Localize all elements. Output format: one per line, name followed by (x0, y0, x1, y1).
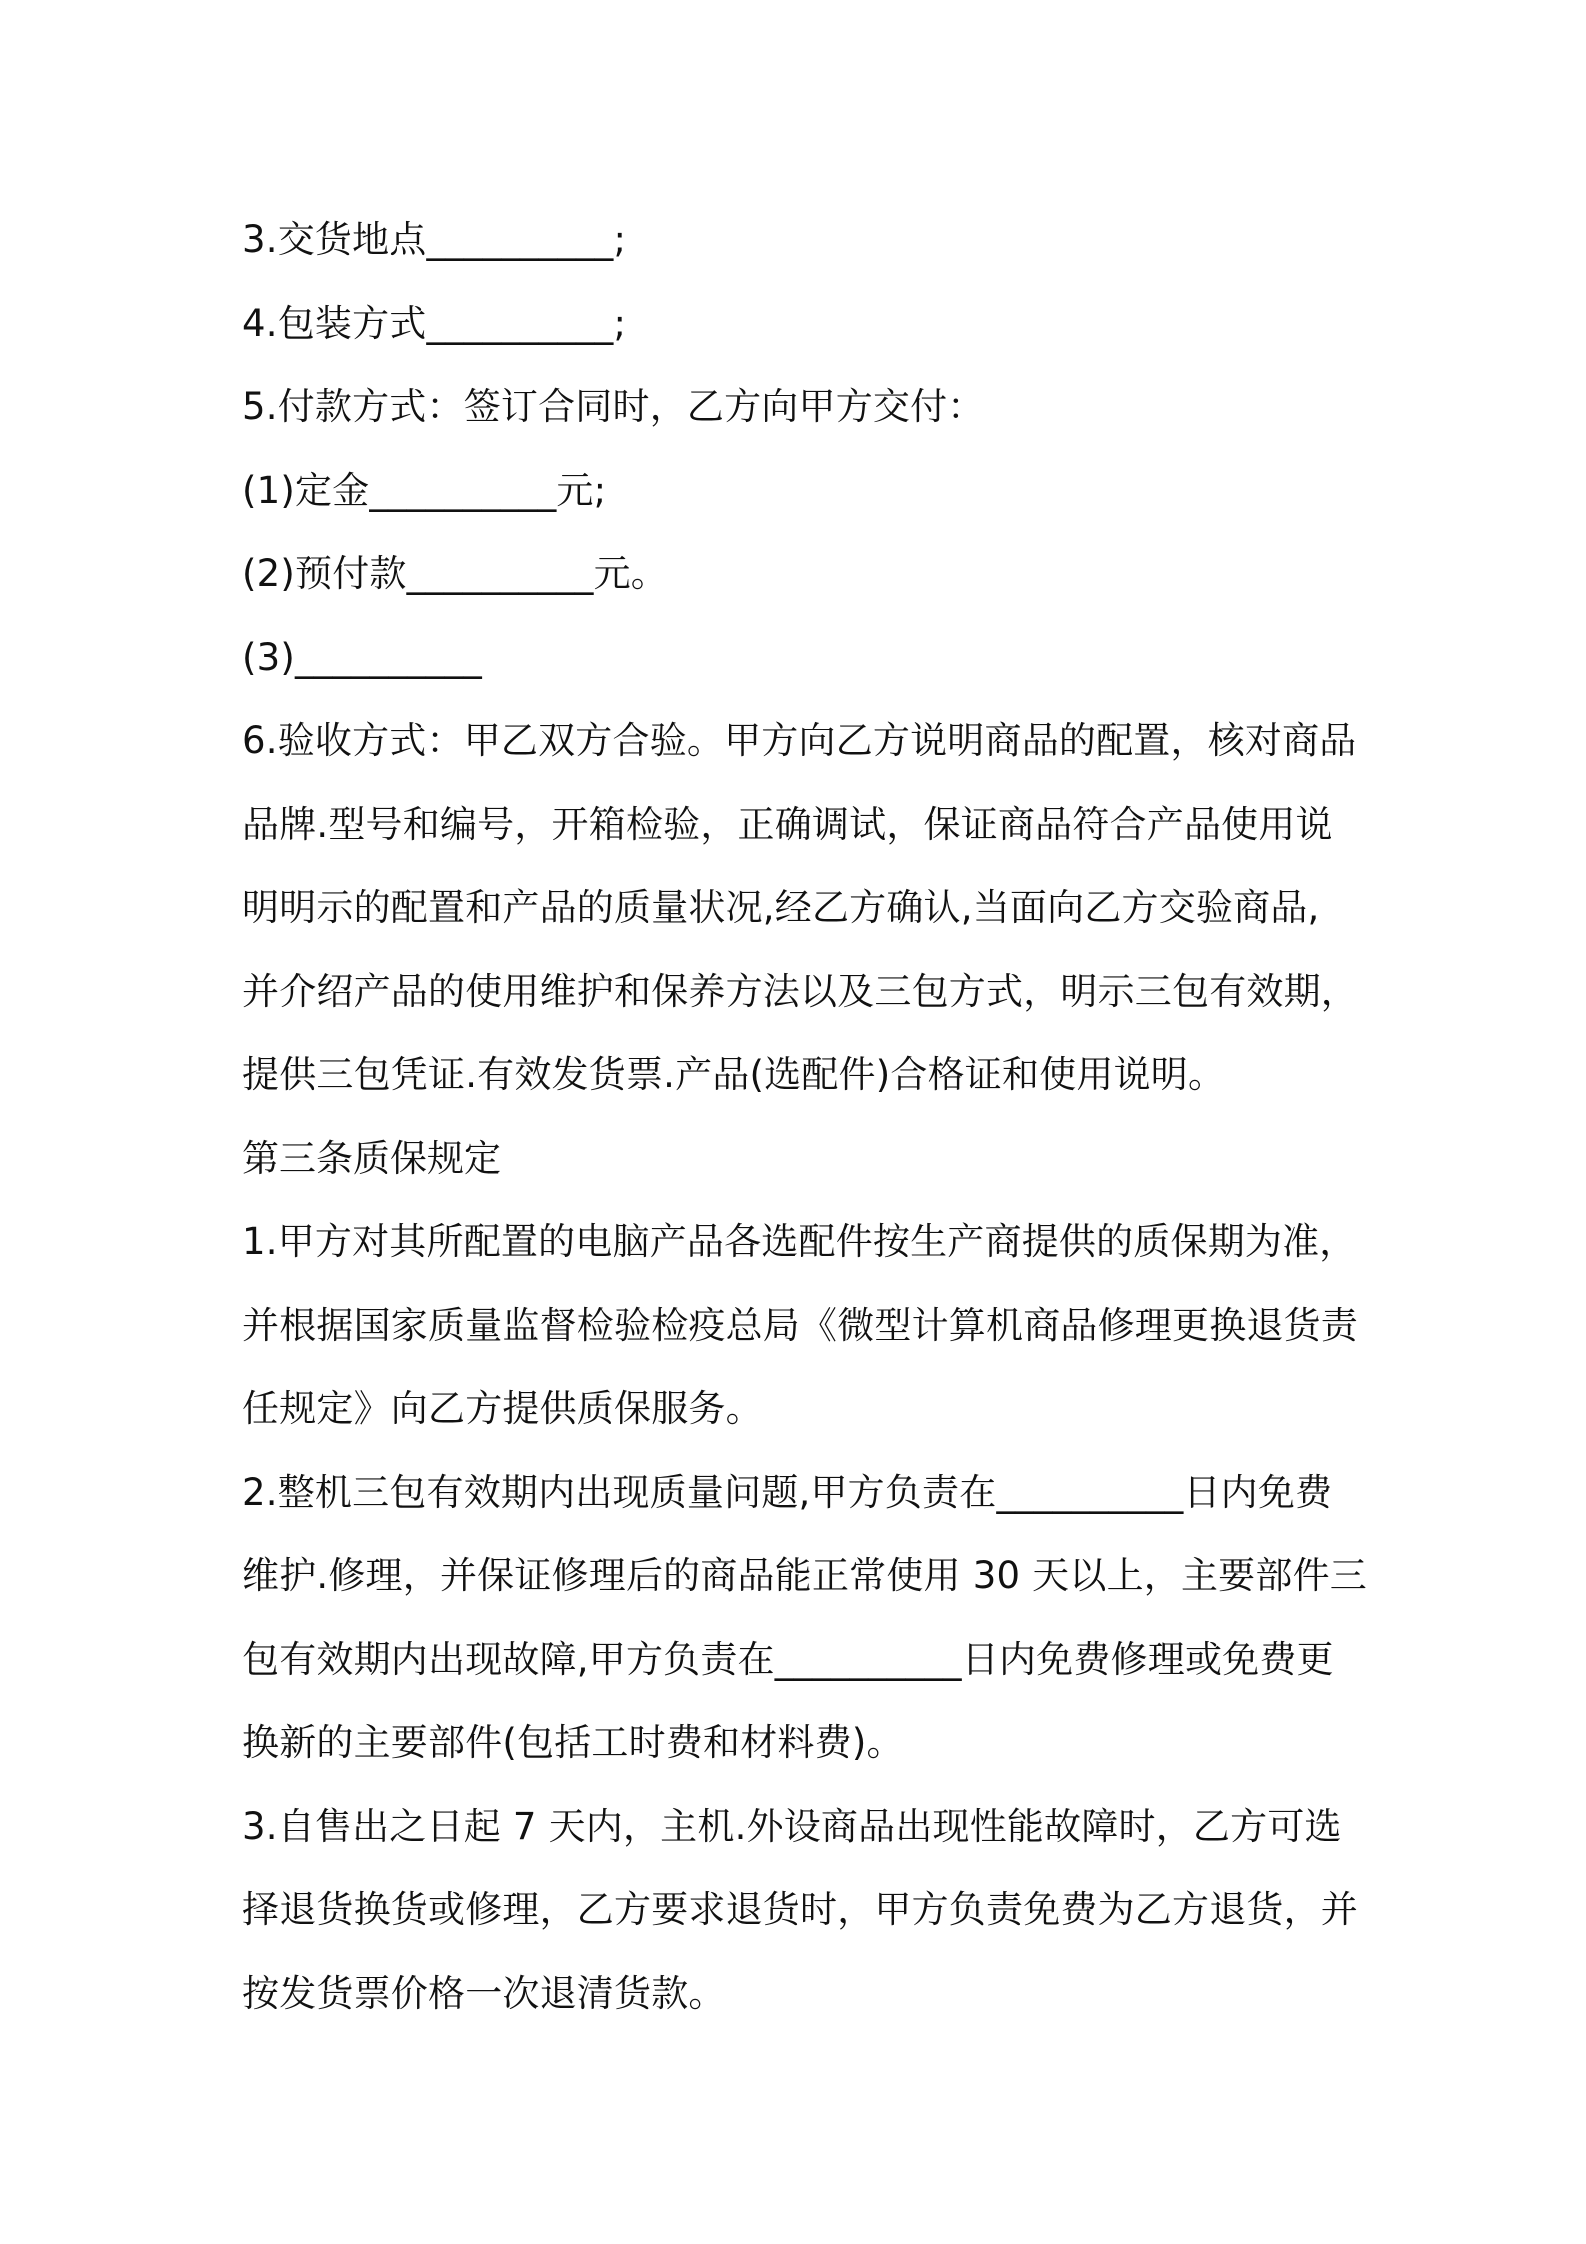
document-body (242, 198, 1367, 2035)
clause-acceptance-line-2: 品牌.型号和编号，开箱检验，正确调试，保证商品符合产品使用说 (242, 802, 1333, 846)
clause-delivery-location: 3.交货地点__________; (242, 218, 627, 261)
clause-acceptance-line-4: 并介绍产品的使用维护和保养方法以及三包方式，明示三包有效期， (242, 969, 1358, 1013)
clause-prepayment: (2)预付款__________元。 (242, 552, 669, 595)
clause-payment-method: 5.付款方式：签订合同时，乙方向甲方交付： (242, 385, 985, 428)
warranty-clause-3-line-1: 3.自售出之日起 7 天内，主机.外设商品出现性能故障时，乙方可选 (242, 1804, 1342, 1848)
warranty-clause-2-line-1: 2.整机三包有效期内出现质量问题,甲方负责在__________日内免费 (242, 1470, 1333, 1514)
warranty-clause-1-line-2: 并根据国家质量监督检验检疫总局《微型计算机商品修理更换退货责 (242, 1303, 1358, 1347)
warranty-clause-1-line-1: 1.甲方对其所配置的电脑产品各选配件按生产商提供的质保期为准， (242, 1220, 1357, 1263)
clause-deposit: (1)定金__________元; (242, 468, 607, 512)
warranty-clause-2-line-2: 维护.修理，并保证修理后的商品能正常使用 30 天以上，主要部件三 (242, 1554, 1367, 1597)
clause-packaging-method: 4.包装方式__________; (242, 301, 627, 345)
warranty-clause-3-line-3: 按发货票价格一次退清货款。 (242, 1971, 726, 2015)
section-heading-warranty: 第三条质保规定 (242, 1136, 501, 1180)
clause-other-payment: (3)__________ (242, 635, 483, 679)
clause-acceptance-line-3: 明明示的配置和产品的质量状况,经乙方确认,当面向乙方交验商品, (242, 886, 1320, 929)
warranty-clause-3-line-2: 择退货换货或修理，乙方要求退货时，甲方负责免费为乙方退货，并 (242, 1888, 1358, 1931)
clause-acceptance-line-1: 6.验收方式：甲乙双方合验。甲方向乙方说明商品的配置，核对商品 (242, 719, 1357, 762)
warranty-clause-2-line-4: 换新的主要部件(包括工时费和材料费)。 (242, 1721, 904, 1764)
clause-acceptance-line-5: 提供三包凭证.有效发货票.产品(选配件)合格证和使用说明。 (242, 1053, 1226, 1096)
warranty-clause-2-line-3: 包有效期内出现故障,甲方负责在__________日内免费修理或免费更 (242, 1637, 1334, 1681)
warranty-clause-1-line-3: 任规定》向乙方提供质保服务。 (242, 1387, 763, 1430)
